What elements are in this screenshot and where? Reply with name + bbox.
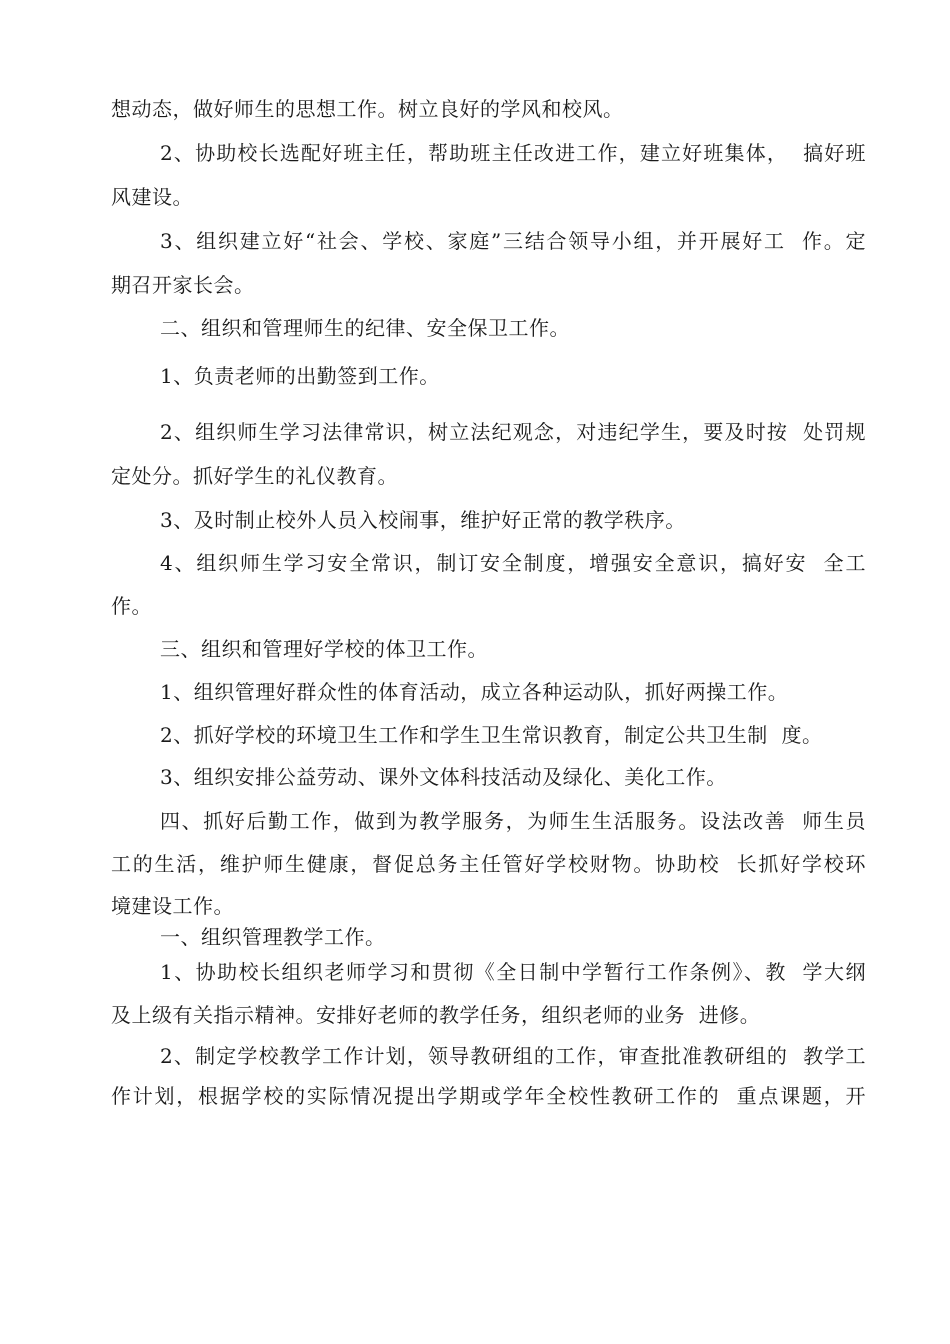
- text-line: 2、制定学校教学工作计划，领导教研组的工作，审查批准教研组的 教学工: [160, 1044, 866, 1068]
- text-line: 4、组织师生学习安全常识，制订安全制度，增强安全意识，搞好安 全工: [160, 551, 866, 575]
- text-line: 2、抓好学校的环境卫生工作和学生卫生常识教育，制定公共卫生制 度。: [160, 723, 823, 747]
- text-line: 3、组织安排公益劳动、课外文体科技活动及绿化、美化工作。: [160, 765, 727, 789]
- text-line: 工的生活，维护师生健康，督促总务主任管好学校财物。协助校 长抓好学校环: [111, 852, 866, 876]
- section-heading: 四、抓好后勤工作，做到为教学服务，为师生生活服务。设法改善 师生员: [160, 809, 866, 833]
- text-line: 定处分。抓好学生的礼仪教育。: [111, 464, 398, 488]
- text-line: 1、负责老师的出勤签到工作。: [160, 364, 440, 388]
- text-line: 2、组织师生学习法律常识，树立法纪观念，对违纪学生，要及时按 处罚规: [160, 420, 866, 444]
- section-heading: 三、组织和管理好学校的体卫工作。: [160, 637, 488, 661]
- section-heading: 一、组织管理教学工作。: [160, 925, 386, 949]
- text-line: 1、协助校长组织老师学习和贯彻《全日制中学暂行工作条例》、教 学大纲: [160, 960, 866, 984]
- text-line: 1、组织管理好群众性的体育活动，成立各种运动队，抓好两操工作。: [160, 680, 789, 704]
- text-line: 想动态，做好师生的思想工作。树立良好的学风和校风。: [111, 97, 624, 121]
- text-line: 3、组织建立好“社会、学校、家庭”三结合领导小组，并开展好工 作。定: [160, 229, 866, 253]
- text-line: 作计划，根据学校的实际情况提出学期或学年全校性教研工作的 重点课题，开: [111, 1084, 866, 1108]
- text-line: 境建设工作。: [111, 894, 234, 918]
- text-line: 期召开家长会。: [111, 273, 255, 297]
- text-line: 2、协助校长选配好班主任，帮助班主任改进工作，建立好班集体， 搞好班: [160, 141, 866, 165]
- section-heading: 二、组织和管理师生的纪律、安全保卫工作。: [160, 316, 570, 340]
- text-line: 及上级有关指示精神。安排好老师的教学任务，组织老师的业务 进修。: [111, 1003, 761, 1027]
- text-line: 风建设。: [111, 185, 193, 209]
- text-line: 3、及时制止校外人员入校闹事，维护好正常的教学秩序。: [160, 508, 686, 532]
- text-line: 作。: [111, 594, 152, 618]
